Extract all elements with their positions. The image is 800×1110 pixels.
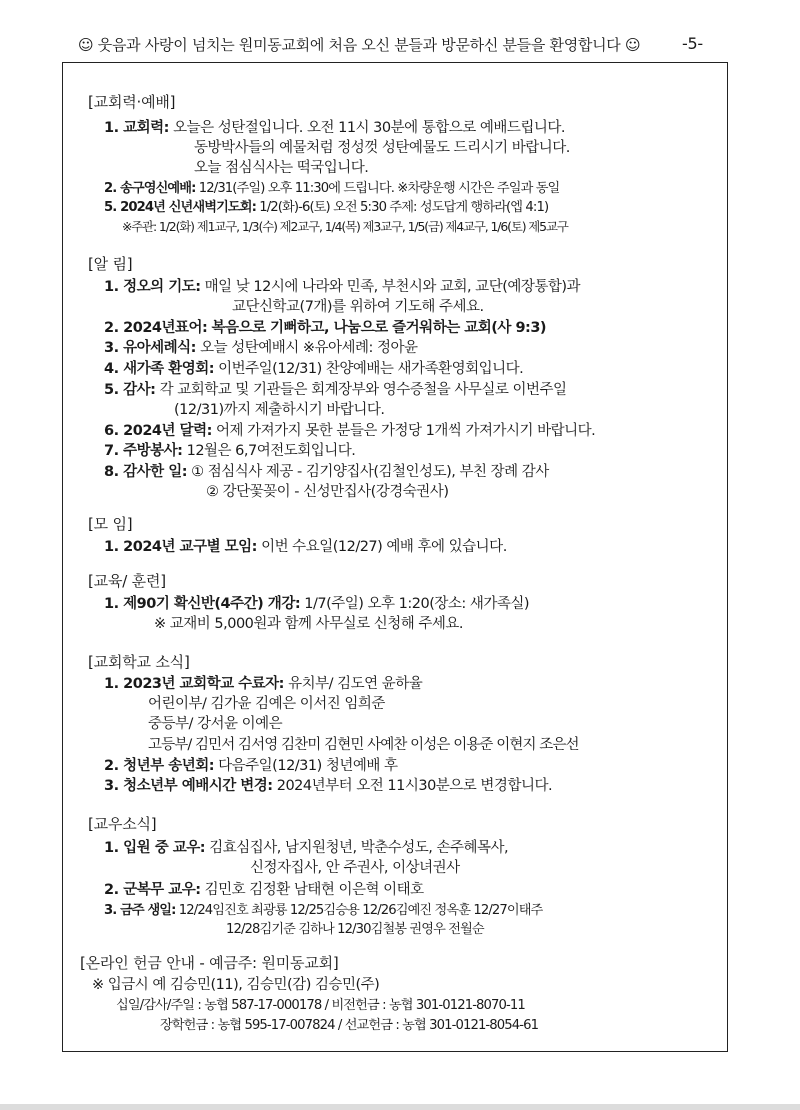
notice-5-label: 5. 감사: <box>104 382 156 398</box>
notice-3-text: 오늘 성탄예배시 ※유아세례: 정아윤 <box>200 340 418 356</box>
calendar-item-2-text: 12/31(주일) 오후 11:30에 드립니다. ※차량운행 시간은 주일과 동일 <box>198 181 560 196</box>
notice-5-line2: (12/31)까지 제출하시기 바랍니다. <box>174 402 385 418</box>
school-1-line2: 어린이부/ 김가윤 김예은 이서진 임희준 <box>148 696 385 712</box>
section-heading-training: [교육/ 훈련] <box>88 572 166 590</box>
notice-6 <box>104 421 595 441</box>
training-1-label: 1. 제90기 확신반(4주간) 개강: <box>104 596 301 612</box>
section-heading-meetings: [모 임] <box>88 515 133 533</box>
member-2-text: 김민호 김정환 남태현 이은혁 이태호 <box>204 882 424 898</box>
notice-2 <box>104 318 546 338</box>
school-1-line3: 중등부/ 강서윤 이예은 <box>148 716 283 732</box>
member-2-label: 2. 군복무 교우: <box>104 882 201 898</box>
section-heading-notices: [알 림] <box>88 255 133 273</box>
school-2-text: 다음주일(12/31) 청년예배 후 <box>218 758 398 774</box>
notice-7-label: 7. 주방봉사: <box>104 443 183 459</box>
school-3-text: 2024년부터 오전 11시30분으로 변경합니다. <box>276 778 553 794</box>
calendar-item-1 <box>104 118 565 138</box>
member-1 <box>104 838 508 858</box>
offering-account-line1: 십일/감사/주일 : 농협 587-17-000178 / 비전헌금 : 농협 301-0121-8070-11 <box>116 998 525 1013</box>
notice-6-text: 어제 가져가지 못한 분들은 가정당 1개씩 가져가시기 바랍니다. <box>215 423 596 439</box>
calendar-item-1-line2: 동방박사들의 예물처럼 정성껏 성탄예물도 드리시기 바랍니다. <box>194 140 570 156</box>
section-heading-calendar: [교회력·예배] <box>88 93 176 111</box>
notice-1-text: 매일 낮 12시에 나라와 민족, 부천시와 교회, 교단(예장통합)과 <box>204 279 581 295</box>
offering-example: ※ 입금시 예 김승민(11), 김승민(감) 김승민(주) <box>92 977 380 993</box>
member-1-text: 김효심집사, 남지원청년, 박춘수성도, 손주혜목사, <box>209 840 509 856</box>
meeting-1-label: 1. 2024년 교구별 모임: <box>104 539 257 555</box>
welcome-banner: ☺ 웃음과 사랑이 넘치는 원미동교회에 처음 오신 분들과 방문하신 분들을 환영합니다 ☺ <box>78 36 641 54</box>
member-2 <box>104 880 424 900</box>
notice-4-label: 4. 새가족 환영회: <box>104 361 215 377</box>
member-1-line2: 신정자집사, 안 주권사, 이상녀권사 <box>250 860 460 876</box>
member-3 <box>104 901 542 921</box>
notice-5-text: 각 교회학교 및 기관들은 회계장부와 영수증철을 사무실로 이번주일 <box>159 382 567 398</box>
section-heading-school: [교회학교 소식] <box>88 653 190 671</box>
notice-3 <box>104 338 418 358</box>
calendar-item-2 <box>104 179 559 199</box>
member-1-label: 1. 입원 중 교우: <box>104 840 206 856</box>
meeting-1 <box>104 537 507 557</box>
notice-8-label: 8. 감사한 일: <box>104 464 188 480</box>
school-2 <box>104 756 398 776</box>
calendar-item-5-note: ※주관: 1/2(화) 제1교구, 1/3(수) 제2교구, 1/4(목) 제3교구, 1/5(금) 제4교구, 1/6(토) 제5교구 <box>122 219 568 234</box>
school-1-text: 유치부/ 김도연 윤하율 <box>288 676 423 692</box>
section-heading-offering: [온라인 헌금 안내 - 예금주: 원미동교회] <box>80 954 339 972</box>
calendar-item-1-label: 1. 교회력: <box>104 120 169 136</box>
notice-6-label: 6. 2024년 달력: <box>104 423 212 439</box>
notice-5 <box>104 380 567 400</box>
training-1-note: ※ 교재비 5,000원과 함께 사무실로 신청해 주세요. <box>154 616 464 632</box>
notice-2-label: 2. 2024년표어: <box>104 320 208 336</box>
notice-8-line2: ② 강단꽃꽂이 - 신성만집사(강경숙권사) <box>206 484 449 500</box>
member-3-label: 3. 금주 생일: <box>104 903 176 918</box>
notice-4 <box>104 359 523 379</box>
notice-1-line2: 교단신학교(7개)를 위하여 기도해 주세요. <box>232 299 484 315</box>
notice-2-text: 복음으로 기뻐하고, 나눔으로 즐거워하는 교회(사 9:3) <box>211 320 547 336</box>
calendar-item-5 <box>104 198 548 218</box>
calendar-item-1-text: 오늘은 성탄절입니다. 오전 11시 30분에 통합으로 예배드립니다. <box>173 120 566 136</box>
notice-3-label: 3. 유아세례식: <box>104 340 196 356</box>
notice-7-text: 12월은 6,7여전도회입니다. <box>186 443 356 459</box>
notice-4-text: 이번주일(12/31) 찬양예배는 새가족환영회입니다. <box>218 361 524 377</box>
calendar-item-5-label: 5. 2024년 신년새벽기도회: <box>104 200 256 215</box>
school-1-label: 1. 2023년 교회학교 수료자: <box>104 676 284 692</box>
offering-account-line2: 장학헌금 : 농협 595-17-007824 / 선교헌금 : 농협 301-0121-8054-61 <box>160 1018 539 1033</box>
meeting-1-text: 이번 수요일(12/27) 예배 후에 있습니다. <box>261 539 507 555</box>
school-1-line4: 고등부/ 김민서 김서영 김찬미 김현민 사예찬 이성은 이용준 이현지 조은선 <box>148 737 579 753</box>
page-number: -5- <box>682 34 703 53</box>
calendar-item-2-label: 2. 송구영신예배: <box>104 181 196 196</box>
school-2-label: 2. 청년부 송년회: <box>104 758 215 774</box>
member-3-text: 12/24임진호 최광룡 12/25김승용 12/26김예진 정옥훈 12/27이태주 <box>178 903 543 918</box>
training-1 <box>104 594 529 614</box>
calendar-item-5-text: 1/2(화)-6(토) 오전 5:30 주제: 성도답게 행하라(엡 4:1) <box>259 200 549 215</box>
notice-7 <box>104 441 355 461</box>
scan-edge <box>0 1104 800 1110</box>
notice-1 <box>104 277 580 297</box>
member-3-line2: 12/28김기준 김하나 12/30김철봉 권영우 전월순 <box>226 922 484 937</box>
notice-8-text: ① 점심식사 제공 - 김기양집사(김철인성도), 부친 장례 감사 <box>191 464 549 480</box>
calendar-item-1-line3: 오늘 점심식사는 떡국입니다. <box>194 160 369 176</box>
training-1-text: 1/7(주일) 오후 1:20(장소: 새가족실) <box>304 596 530 612</box>
school-1 <box>104 674 422 694</box>
notice-1-label: 1. 정오의 기도: <box>104 279 201 295</box>
school-3-label: 3. 청소년부 예배시간 변경: <box>104 778 273 794</box>
notice-8 <box>104 462 549 482</box>
page-header <box>0 34 800 58</box>
school-3 <box>104 776 552 796</box>
section-heading-members: [교우소식] <box>88 815 157 833</box>
